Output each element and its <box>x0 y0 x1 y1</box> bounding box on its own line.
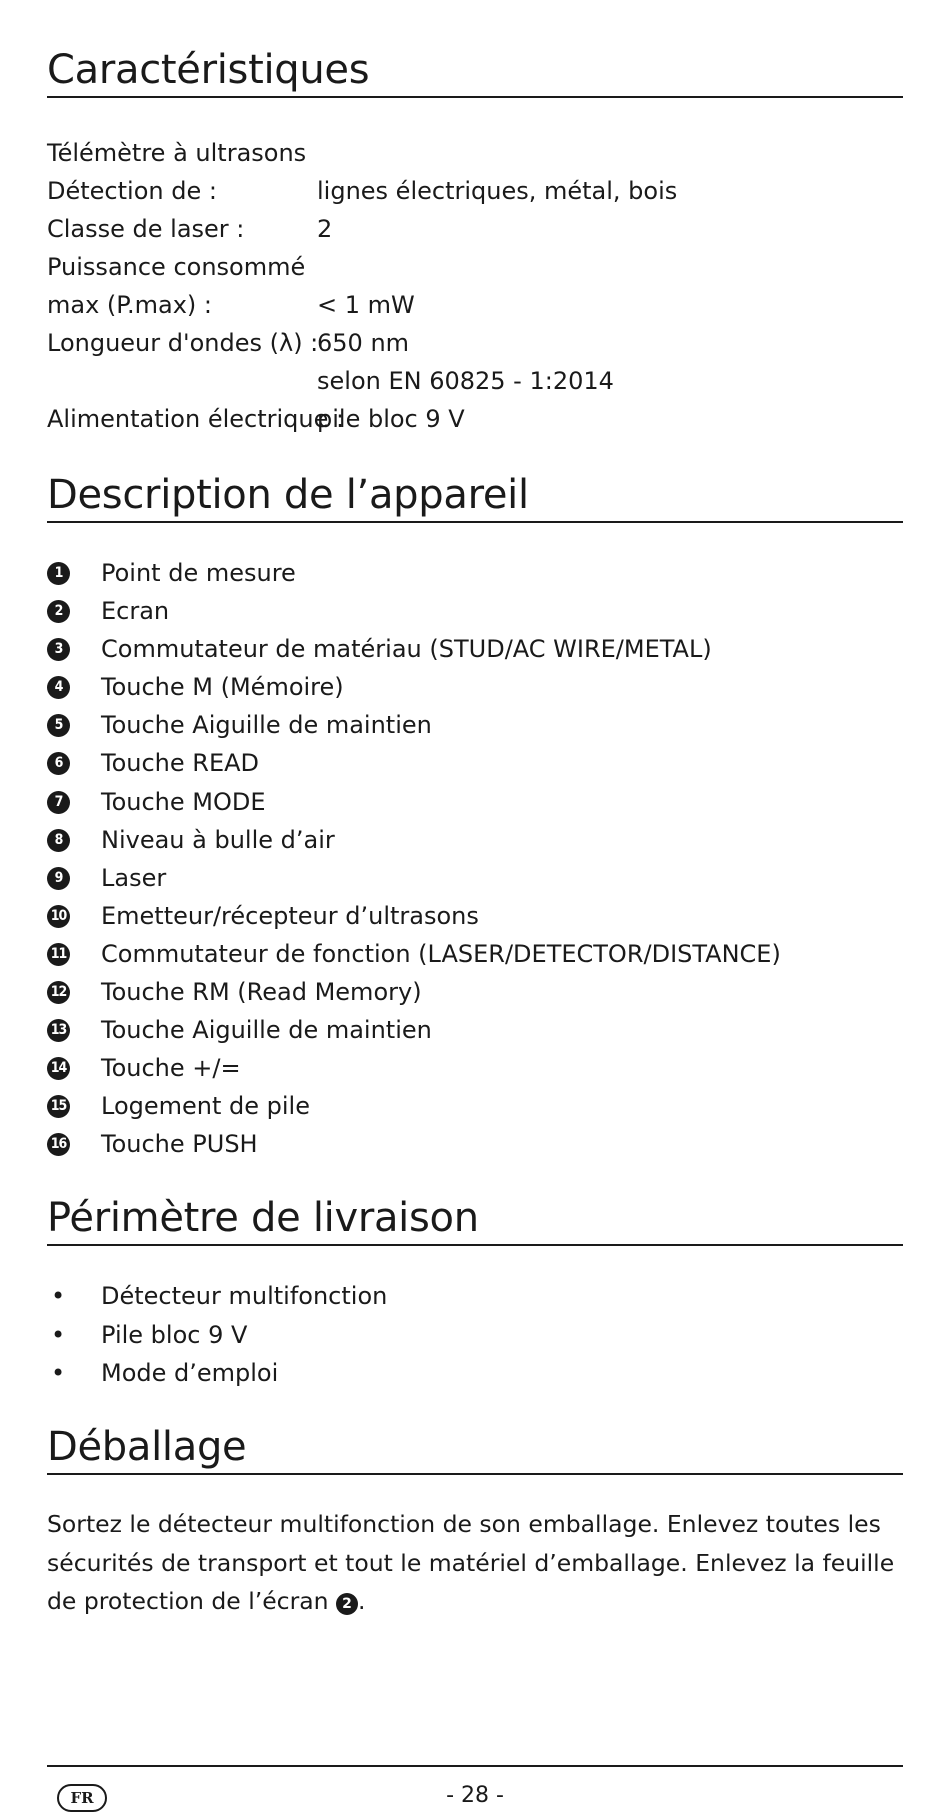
part-label: Emetteur/récepteur d’ultrasons <box>101 901 479 930</box>
reference-number-badge: 2 <box>336 1593 358 1615</box>
part-label: Touche Aiguille de maintien <box>101 711 432 740</box>
part-number-badge: 4 <box>47 676 70 699</box>
spec-label: Alimentation électrique : <box>47 405 345 433</box>
description-heading: Description de l’appareil <box>47 475 903 523</box>
part-label: Logement de pile <box>101 1092 310 1121</box>
part-label: Ecran <box>101 597 170 626</box>
part-label: Touche RM (Read Memory) <box>101 978 422 1007</box>
part-number-badge: 16 <box>47 1133 70 1156</box>
part-number-badge: 3 <box>47 638 70 661</box>
spec-label: Longueur d'ondes (λ) : <box>47 329 319 357</box>
unpacking-text-end: . <box>358 1587 366 1615</box>
unpacking-heading: Déballage <box>47 1427 903 1475</box>
part-number-badge: 12 <box>47 981 70 1004</box>
spec-value: selon EN 60825 - 1:2014 <box>317 367 614 395</box>
unpacking-text: Sortez le détecteur multifonction de son emballage. Enlevez toutes les sécurités de transport et tout le matériel d’emballage. Enlevez la feuille de protection de l’écran <box>47 1510 895 1615</box>
features-heading: Caractéristiques <box>47 50 903 98</box>
delivery-item-label: Mode d’emploi <box>101 1359 279 1387</box>
part-label: Touche MODE <box>101 787 266 816</box>
part-number-badge: 13 <box>47 1019 70 1042</box>
part-label: Touche Aiguille de maintien <box>101 1016 432 1045</box>
part-label: Commutateur de fonction (LASER/DETECTOR/DISTANCE) <box>101 939 781 968</box>
spec-value: pile bloc 9 V <box>317 405 465 433</box>
part-label: Touche +/= <box>101 1054 241 1083</box>
part-number-badge: 9 <box>47 867 70 890</box>
spec-label: Détection de : <box>47 177 217 205</box>
part-number-badge: 7 <box>47 791 70 814</box>
spec-label: Puissance consommé <box>47 253 306 281</box>
part-label: Touche PUSH <box>101 1130 258 1159</box>
part-number-badge: 5 <box>47 714 70 737</box>
delivery-item-label: Pile bloc 9 V <box>101 1320 248 1349</box>
part-label: Commutateur de matériau (STUD/AC WIRE/METAL) <box>101 635 712 664</box>
part-number-badge: 11 <box>47 943 70 966</box>
bullet-dot: • <box>51 1282 66 1310</box>
part-number-badge: 6 <box>47 752 70 775</box>
part-label: Touche M (Mémoire) <box>101 673 344 702</box>
part-number-badge: 2 <box>47 600 70 623</box>
part-number-badge: 8 <box>47 829 70 852</box>
part-label: Point de mesure <box>101 559 296 587</box>
bullet-dot: • <box>51 1359 66 1387</box>
unpacking-paragraph <box>47 1505 917 1621</box>
spec-value: 2 <box>317 215 333 243</box>
delivery-item-label: Détecteur multifonction <box>101 1282 388 1310</box>
spec-value: lignes électriques, métal, bois <box>317 177 678 205</box>
part-number-badge: 15 <box>47 1095 70 1118</box>
spec-value: < 1 mW <box>317 291 415 319</box>
part-number-badge: 10 <box>47 905 70 928</box>
part-number-badge: 1 <box>47 562 70 585</box>
part-label: Touche READ <box>101 749 260 778</box>
bullet-dot: • <box>51 1320 66 1349</box>
footer-divider <box>47 1765 903 1767</box>
spec-label: Télémètre à ultrasons <box>47 139 307 167</box>
spec-value: 650 nm <box>317 329 410 357</box>
delivery-heading: Périmètre de livraison <box>47 1198 903 1246</box>
part-label: Niveau à bulle d’air <box>101 825 335 854</box>
page-number: - 28 - <box>446 1783 504 1808</box>
spec-label: Classe de laser : <box>47 215 245 243</box>
part-label: Laser <box>101 863 167 892</box>
part-number-badge: 14 <box>47 1057 70 1080</box>
language-badge: FR <box>57 1784 107 1812</box>
spec-label: max (P.max) : <box>47 291 213 319</box>
